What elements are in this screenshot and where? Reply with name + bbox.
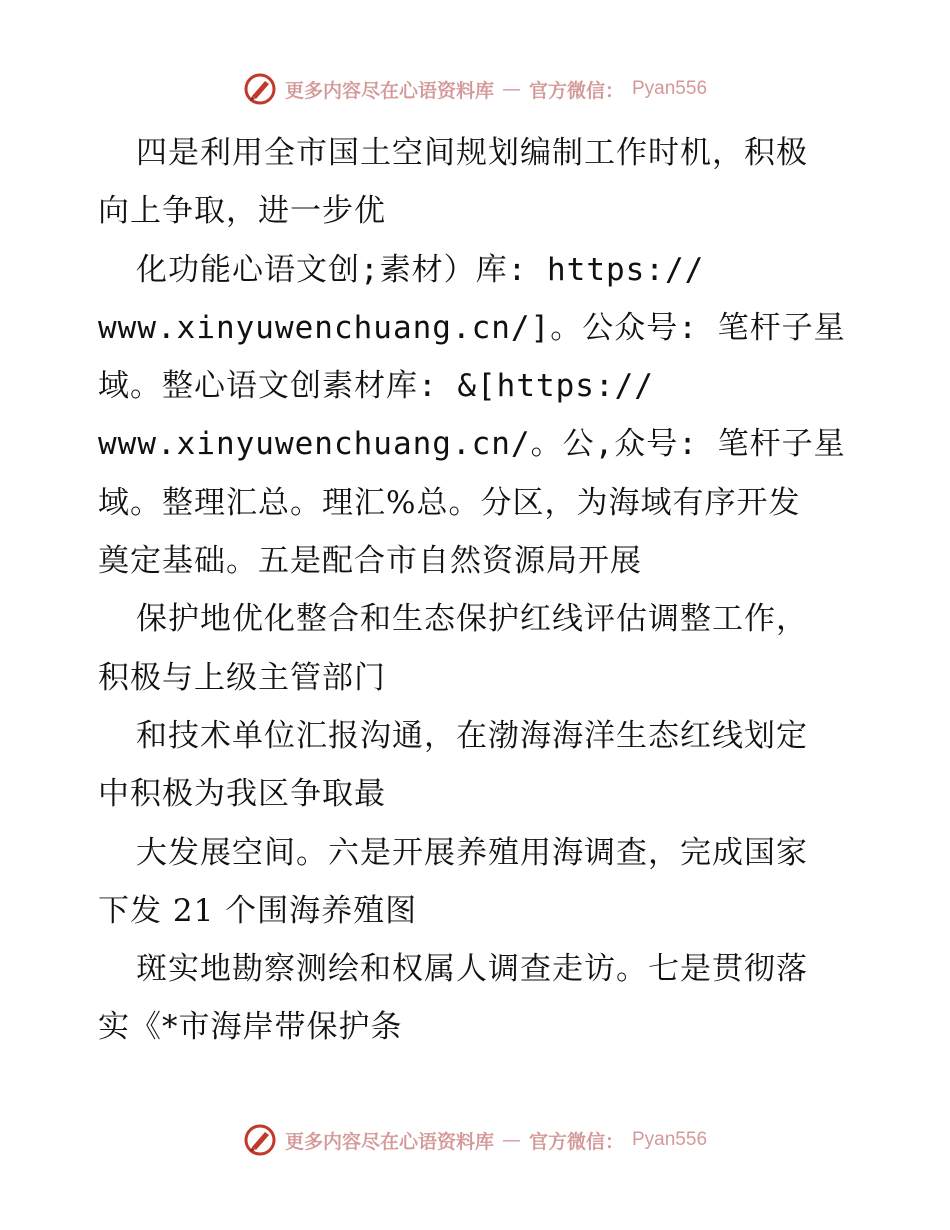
text-line: 斑实地勘察测绘和权属人调查走访。七是贯彻落 <box>136 951 808 988</box>
watermark-wechat-label: 官方微信： <box>528 1130 624 1153</box>
watermark-title: 更多内容尽在心语资料库 <box>284 79 494 102</box>
text-line: 下发 21 个围海养殖图 <box>98 892 418 929</box>
watermark-wechat-label: 官方微信： <box>528 79 624 102</box>
text-line: 四是利用全市国土空间规划编制工作时机，积极 <box>136 135 808 171</box>
text-line: 中积极为我区争取最 <box>98 776 386 813</box>
text-line: 和技术单位汇报沟通，在渤海海洋生态红线划定 <box>136 717 808 754</box>
watermark-separator: — <box>501 78 521 100</box>
text-line: 积极与上级主管部门 <box>98 659 386 696</box>
watermark-separator: — <box>501 1129 521 1151</box>
text-line: 域。整心语文创素材库: &[https:// <box>98 368 654 405</box>
text-line: 保护地优化整合和生态保护红线评估调整工作， <box>136 601 808 638</box>
text-line: 向上争取，进一步优 <box>98 193 386 230</box>
text-line: 奠定基础。五是配合市自然资源局开展 <box>98 543 642 580</box>
footer-watermark <box>0 1123 950 1157</box>
text-line: 域。整理汇总。理汇%总。分区，为海域有序开发 <box>98 484 801 521</box>
watermark-wechat-id: Pyan556 <box>632 78 708 99</box>
document-body <box>98 124 858 1057</box>
watermark-wechat-id: Pyan556 <box>632 1129 708 1150</box>
text-line: www.xinyuwenchuang.cn/]。公众号: 笔杆子星 <box>98 309 846 346</box>
text-line: 化功能心语文创;素材）库: https:// <box>136 251 705 288</box>
text-line: 实《*市海岸带保护条 <box>98 1009 403 1046</box>
text-line: www.xinyuwenchuang.cn/。公,众号: 笔杆子星 <box>98 426 846 463</box>
brush-logo-icon <box>243 72 277 106</box>
watermark-title: 更多内容尽在心语资料库 <box>284 1130 494 1153</box>
text-line: 大发展空间。六是开展养殖用海调查，完成国家 <box>136 834 808 871</box>
header-watermark <box>0 72 950 106</box>
brush-logo-icon <box>243 1123 277 1157</box>
